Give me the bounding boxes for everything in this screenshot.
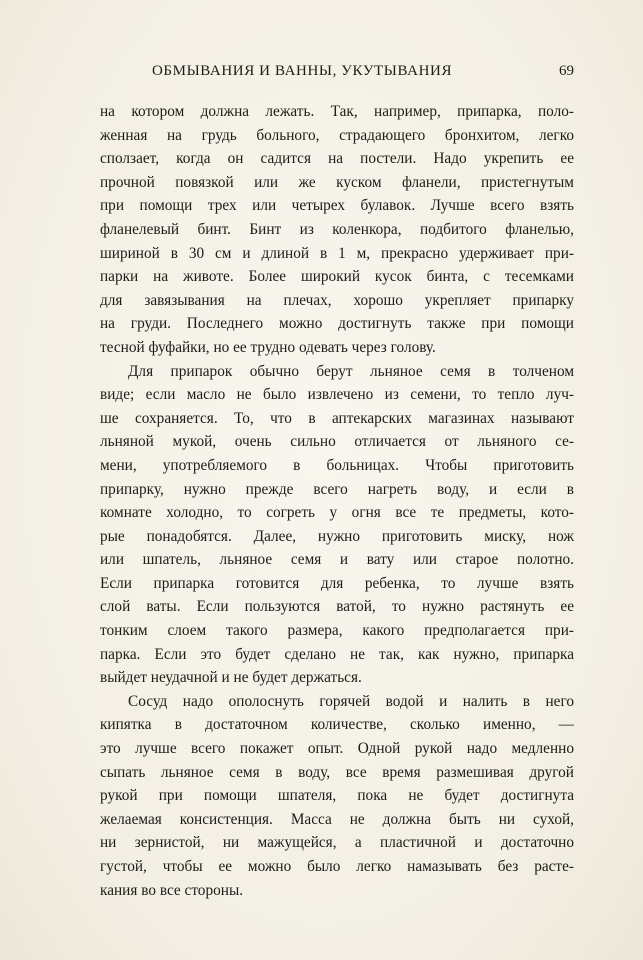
text-line: ше сохраняется. То, что в аптекарских магазинах называют: [100, 409, 574, 427]
text-line: парка. Если это будет сделано не так, как нужно, припарка: [100, 645, 574, 663]
text-line: женная на грудь больного, страдающего бронхитом, легко: [100, 126, 574, 144]
text-line: Если припарка готовится для ребенка, то лучше взять: [100, 574, 574, 592]
text-line: рые понадобятся. Далее, нужно приготовить миску, нож: [100, 527, 574, 545]
text-line: сыпать льняное семя в воду, все время размешивая другой: [100, 763, 574, 781]
text-line: на груди. Последнего можно достигнуть также при помощи: [100, 315, 574, 333]
text-line: льняной мукой, очень сильно отличается от льняного се-: [100, 433, 574, 451]
text-line: парки на животе. Более широкий кусок бинта, с тесемками: [100, 268, 574, 286]
text-line: кания во все стороны.: [100, 881, 244, 899]
text-line: для завязывания на плечах, хорошо укрепляет припарку: [100, 291, 574, 309]
text-line: шириной в 30 см и длиной в 1 м, прекрасно удерживает при-: [100, 244, 574, 262]
text-line: тонким слоем такого размера, какого предполагается при-: [100, 622, 574, 640]
page-number: 69: [559, 63, 574, 79]
text-line: рукой при помощи шпателя, пока не будет достигнута: [100, 787, 574, 805]
text-line: желаемая консистенция. Масса не должна быть ни сухой,: [100, 810, 574, 828]
text-line: тесной фуфайки, но ее трудно одевать через голову.: [100, 338, 436, 356]
text-line: выйдет неудачной и не будет держаться.: [100, 669, 362, 687]
text-line: или шпатель, льняное семя и вату или старое полотно.: [100, 551, 574, 569]
text-line: на котором должна лежать. Так, например, припарка, поло-: [100, 103, 574, 120]
body-text: [100, 100, 574, 902]
text-line: сползает, когда он садится на постели. Надо укрепить ее: [100, 150, 574, 168]
text-line: комнате холодно, то согреть у огня все те предметы, кото-: [100, 504, 574, 522]
text-line: фланелевый бинт. Бинт из коленкора, подбитого фланелью,: [100, 220, 574, 238]
paragraph-1: [100, 100, 574, 360]
paragraph-2: [100, 360, 574, 690]
running-header: [100, 63, 574, 85]
text-line: прочной повязкой или же куском фланели, пристегнутым: [100, 173, 574, 191]
text-line: ни зернистой, ни мажущейся, а пластичной и достаточно: [100, 834, 574, 852]
paragraph-3: [100, 690, 574, 902]
text-line: припарку, нужно прежде всего нагреть воду, и если в: [100, 480, 574, 498]
text-line: при помощи трех или четырех булавок. Лучше всего взять: [100, 197, 574, 215]
text-line: Для припарок обычно берут льняное семя в толченом: [128, 362, 574, 380]
text-line: это лучше всего покажет опыт. Одной рукой надо медленно: [100, 740, 574, 758]
text-line: слой ваты. Если пользуются ватой, то нужно растянуть ее: [100, 598, 574, 616]
text-line: виде; если масло не было извлечено из семени, то тепло луч-: [100, 386, 574, 404]
running-title: ОБМЫВАНИЯ И ВАННЫ, УКУТЫВАНИЯ: [152, 63, 453, 79]
text-line: мени, употребляемого в больницах. Чтобы приготовить: [100, 456, 574, 474]
text-line: густой, чтобы ее можно было легко намазывать без расте-: [100, 858, 574, 875]
text-line: Сосуд надо ополоснуть горячей водой и налить в него: [128, 692, 574, 710]
text-line: кипятка в достаточном количестве, сколько именно, —: [100, 716, 574, 734]
